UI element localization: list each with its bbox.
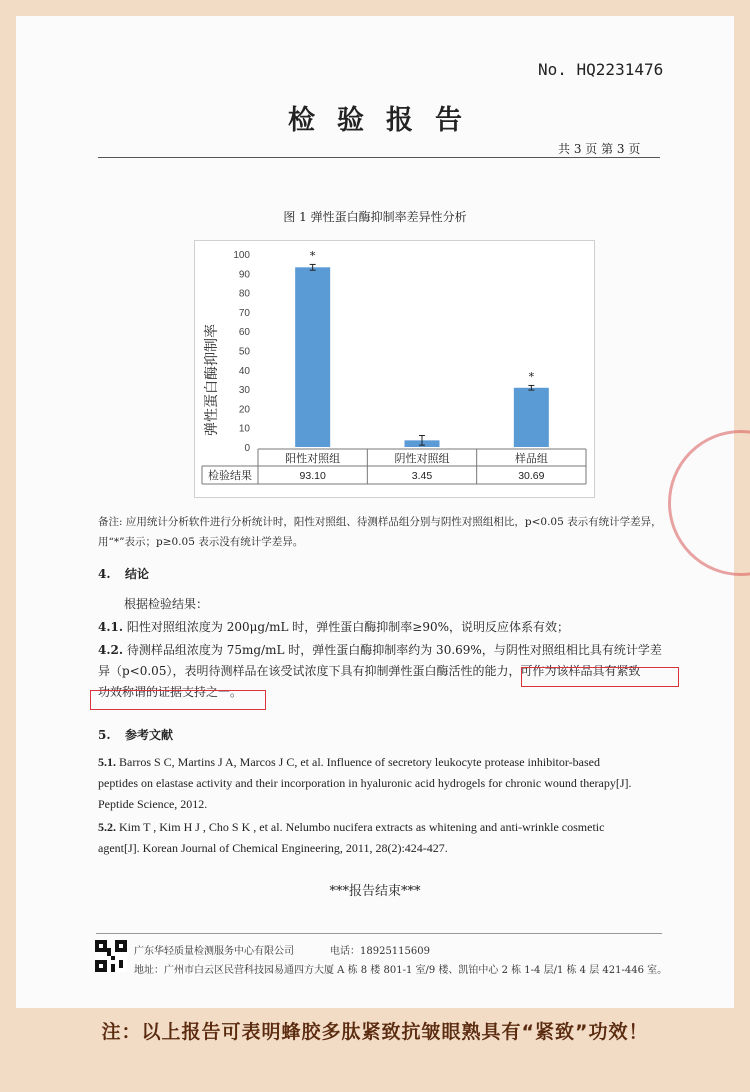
- chart-note: [98, 512, 664, 552]
- report-number: No. HQ2231476: [538, 60, 664, 79]
- item-1-text: 阳性对照组浓度为 200μg/mL 时，弹性蛋白酶抑制率≥90%，说明反应体系有效；: [126, 620, 570, 634]
- ref-1-line-3: Peptide Science, 2012.: [98, 797, 208, 811]
- conclusion-title: 结论: [125, 567, 150, 581]
- header-divider: [98, 157, 660, 158]
- reference-2: [98, 817, 664, 859]
- y-tick-label: 70: [238, 307, 250, 319]
- item-1-number: 4.1.: [98, 620, 124, 634]
- references-number: 5.: [98, 728, 111, 742]
- conclusion-heading: [98, 565, 149, 582]
- data-value-label: 3.45: [411, 470, 433, 482]
- conclusion-number: 4.: [98, 567, 111, 581]
- qr-code-icon: [95, 940, 127, 972]
- ref-1-line-2: peptides on elastase activity and their incorporation in hyaluronic acid hydrogels for chronic wound therapy[J].: [98, 776, 632, 790]
- y-tick-label: 100: [233, 250, 250, 261]
- page-info: 共 3 页 第 3 页: [558, 142, 641, 156]
- figure-caption: 图 1 弹性蛋白酶抑制率差异性分析: [283, 210, 467, 224]
- bottom-notice: 注：以上报告可表明蜂胶多肽紧致抗皱眼熟具有“紧致”功效！: [101, 1021, 649, 1043]
- conclusion-item-1: [98, 617, 664, 638]
- y-tick-label: 10: [238, 423, 250, 435]
- y-tick-label: 50: [238, 346, 250, 358]
- highlight-box-1: [521, 667, 679, 687]
- ref-1-number: 5.1.: [98, 755, 116, 769]
- item-2-line-3: 功效称谓的证据支持之一。: [98, 685, 243, 699]
- y-tick-label: 20: [238, 404, 250, 416]
- item-2-line-1: 待测样品组浓度为 75mg/mL 时，弹性蛋白酶抑制率约为 30.69%，与阴性对照组相比具有统计学差: [126, 643, 662, 657]
- bar-chart: [194, 240, 595, 498]
- data-value-label: 93.10: [299, 470, 326, 482]
- data-value-label: 30.69: [518, 470, 545, 482]
- conclusion-intro: 根据检验结果：: [124, 597, 209, 611]
- references-heading: [98, 726, 173, 743]
- y-tick-label: 40: [238, 365, 250, 377]
- y-tick-label: 90: [238, 269, 250, 281]
- y-tick-label: 30: [238, 385, 250, 397]
- highlight-box-2: [90, 690, 266, 710]
- y-tick-label: 80: [238, 288, 250, 300]
- x-category-label: 阴性对照组: [394, 452, 450, 465]
- footer-company: 广东华轻质量检测服务中心有限公司: [134, 946, 294, 957]
- significance-mark: *: [309, 249, 316, 263]
- table-row-label: 检验结果: [208, 469, 252, 482]
- chart-container: [194, 240, 595, 498]
- ref-2-number: 5.2.: [98, 820, 116, 834]
- bar: [295, 267, 330, 447]
- footer-address: 地址：广州市白云区民营科技园易通四方大厦 A 栋 8 楼 801-1 室/9 楼、凯铂中心 2 栋 1-4 层/1 栋 4 层 421-446 室。: [134, 965, 668, 976]
- y-tick-label: 0: [244, 443, 250, 454]
- note-line-1: 备注: 应用统计分析软件进行分析统计时，阳性对照组、待测样品组分别与阴性对照组相比，p<0.05 表示有统计学差异，: [98, 516, 662, 528]
- footer-phone: 电话：18925115609: [330, 946, 430, 957]
- item-2-line-2: 异（p<0.05），表明待测样品在该受试浓度下具有抑制弹性蛋白酶活性的能力，可作为该样品具有紧致: [98, 664, 641, 678]
- item-2-number: 4.2.: [98, 643, 124, 657]
- ref-1-line-1: Barros S C, Martins J A, Marcos J C, et al. Influence of secretory leukocyte protease inhibitor-based: [119, 755, 600, 769]
- note-line-2: 用“*”表示；p≥0.05 表示没有统计学差异。: [98, 536, 304, 548]
- footer-divider: [96, 933, 662, 934]
- y-axis-label: 弹性蛋白酶抑制率: [204, 324, 220, 436]
- y-tick-label: 60: [238, 327, 250, 339]
- ref-2-line-2: agent[J]. Korean Journal of Chemical Engineering, 2011, 28(2):424-427.: [98, 841, 448, 855]
- ref-2-line-1: Kim T , Kim H J , Cho S K , et al. Nelumbo nucifera extracts as whitening and anti-wrinkle cosmetic: [119, 820, 605, 834]
- significance-mark: *: [528, 370, 535, 384]
- footer-company-line: [134, 942, 430, 957]
- report-end-mark: ***报告结束***: [329, 884, 421, 899]
- references-title: 参考文献: [125, 728, 174, 742]
- reference-1: [98, 752, 664, 815]
- x-category-label: 样品组: [514, 452, 548, 465]
- report-title: 检验报告: [288, 105, 484, 136]
- x-category-label: 阳性对照组: [285, 452, 341, 465]
- bar: [514, 388, 549, 447]
